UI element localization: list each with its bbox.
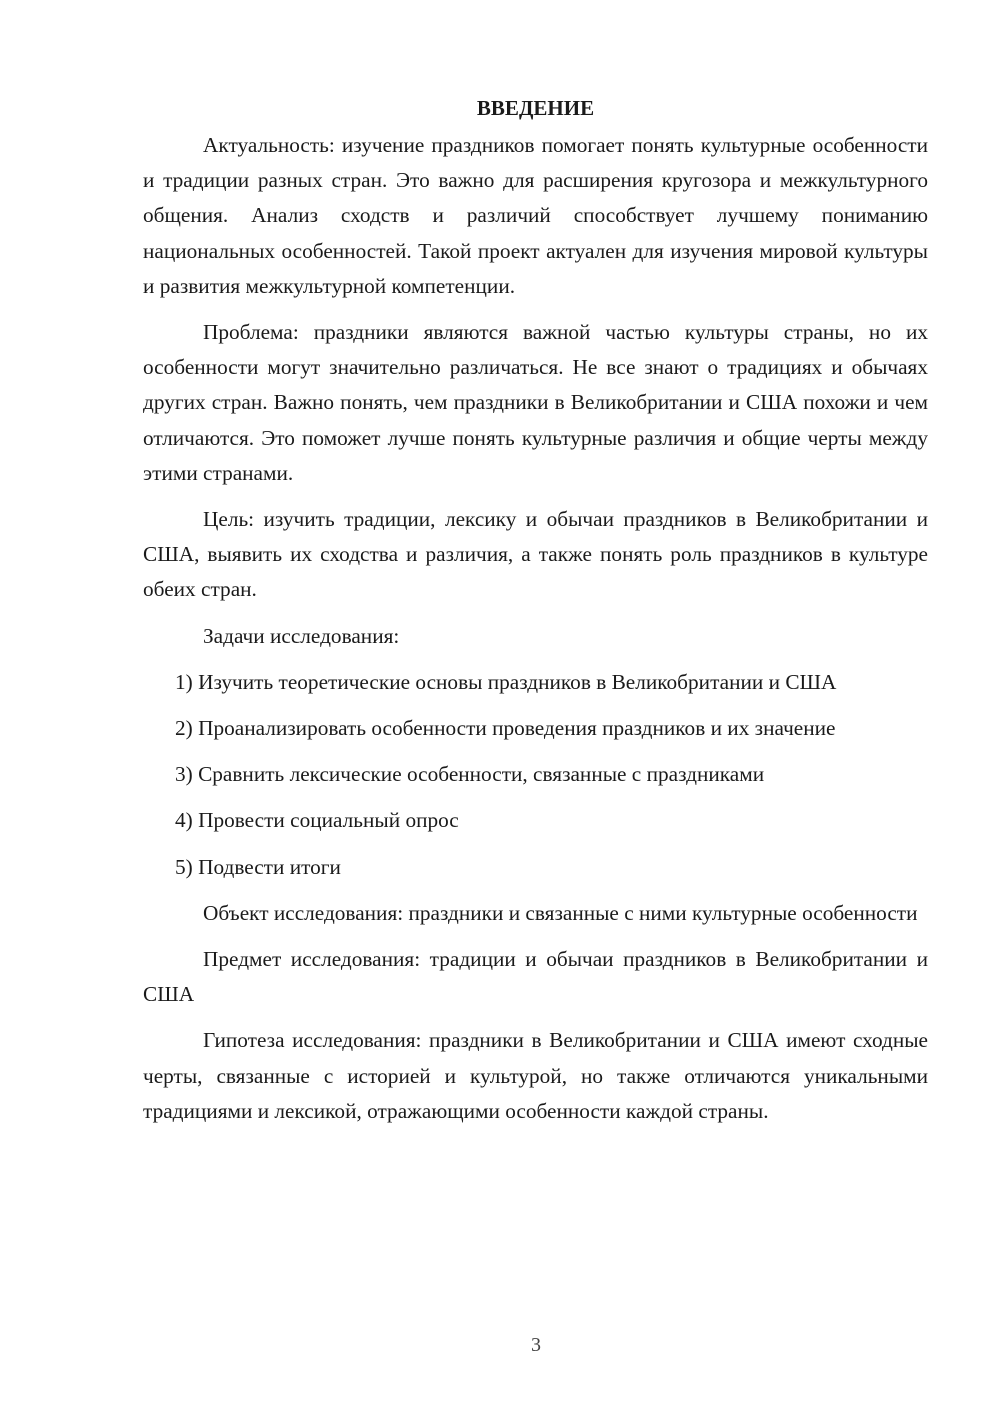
task-item: 3) Сравнить лексические особенности, связанные с праздниками: [175, 762, 765, 787]
task-item: 4) Провести социальный опрос: [175, 808, 459, 833]
task-item: 2) Проанализировать особенности проведения праздников и их значение: [175, 716, 836, 741]
task-item: 5) Подвести итоги: [175, 854, 341, 879]
tasks-heading: Задачи исследования:: [203, 623, 400, 648]
problem-paragraph: Проблема: праздники являются важной частью культуры страны, но их особенности могут значительно различаться. Не все знают о традициях и обычаях других стран. Важно понять, чем праздники в Великобритании и США похожи и чем отличаются. Это поможет лучше понять культурные различия и общие черты между этими странами.: [143, 320, 928, 485]
document-page: [143, 90, 928, 1140]
object-paragraph: Объект исследования: праздники и связанные с ними культурные особенности: [203, 900, 918, 925]
subject-paragraph: Предмет исследования: традиции и обычаи праздников в Великобритании и США: [143, 947, 928, 1007]
relevance-paragraph: Актуальность: изучение праздников помогает понять культурные особенности и традиции разных стран. Это важно для расширения кругозора и межкультурного общения. Анализ сходств и различий способствует лучшему пониманию национальных особенностей. Такой проект актуален для изучения мировой культуры и развития межкультурной компетенции.: [143, 133, 928, 298]
goal-paragraph: Цель: изучить традиции, лексику и обычаи праздников в Великобритании и США, выявить их сходства и различия, а также понять роль праздников в культуре обеих стран.: [143, 507, 928, 602]
task-item: 1) Изучить теоретические основы праздников в Великобритании и США: [175, 669, 837, 694]
hypothesis-paragraph: Гипотеза исследования: праздники в Великобритании и США имеют сходные черты, связанные с историей и культурой, но также отличаются уникальными традициями и лексикой, отражающими особенности каждой страны.: [143, 1028, 928, 1123]
page-number: 3: [531, 1334, 541, 1356]
section-title: ВВЕДЕНИЕ: [476, 96, 595, 120]
